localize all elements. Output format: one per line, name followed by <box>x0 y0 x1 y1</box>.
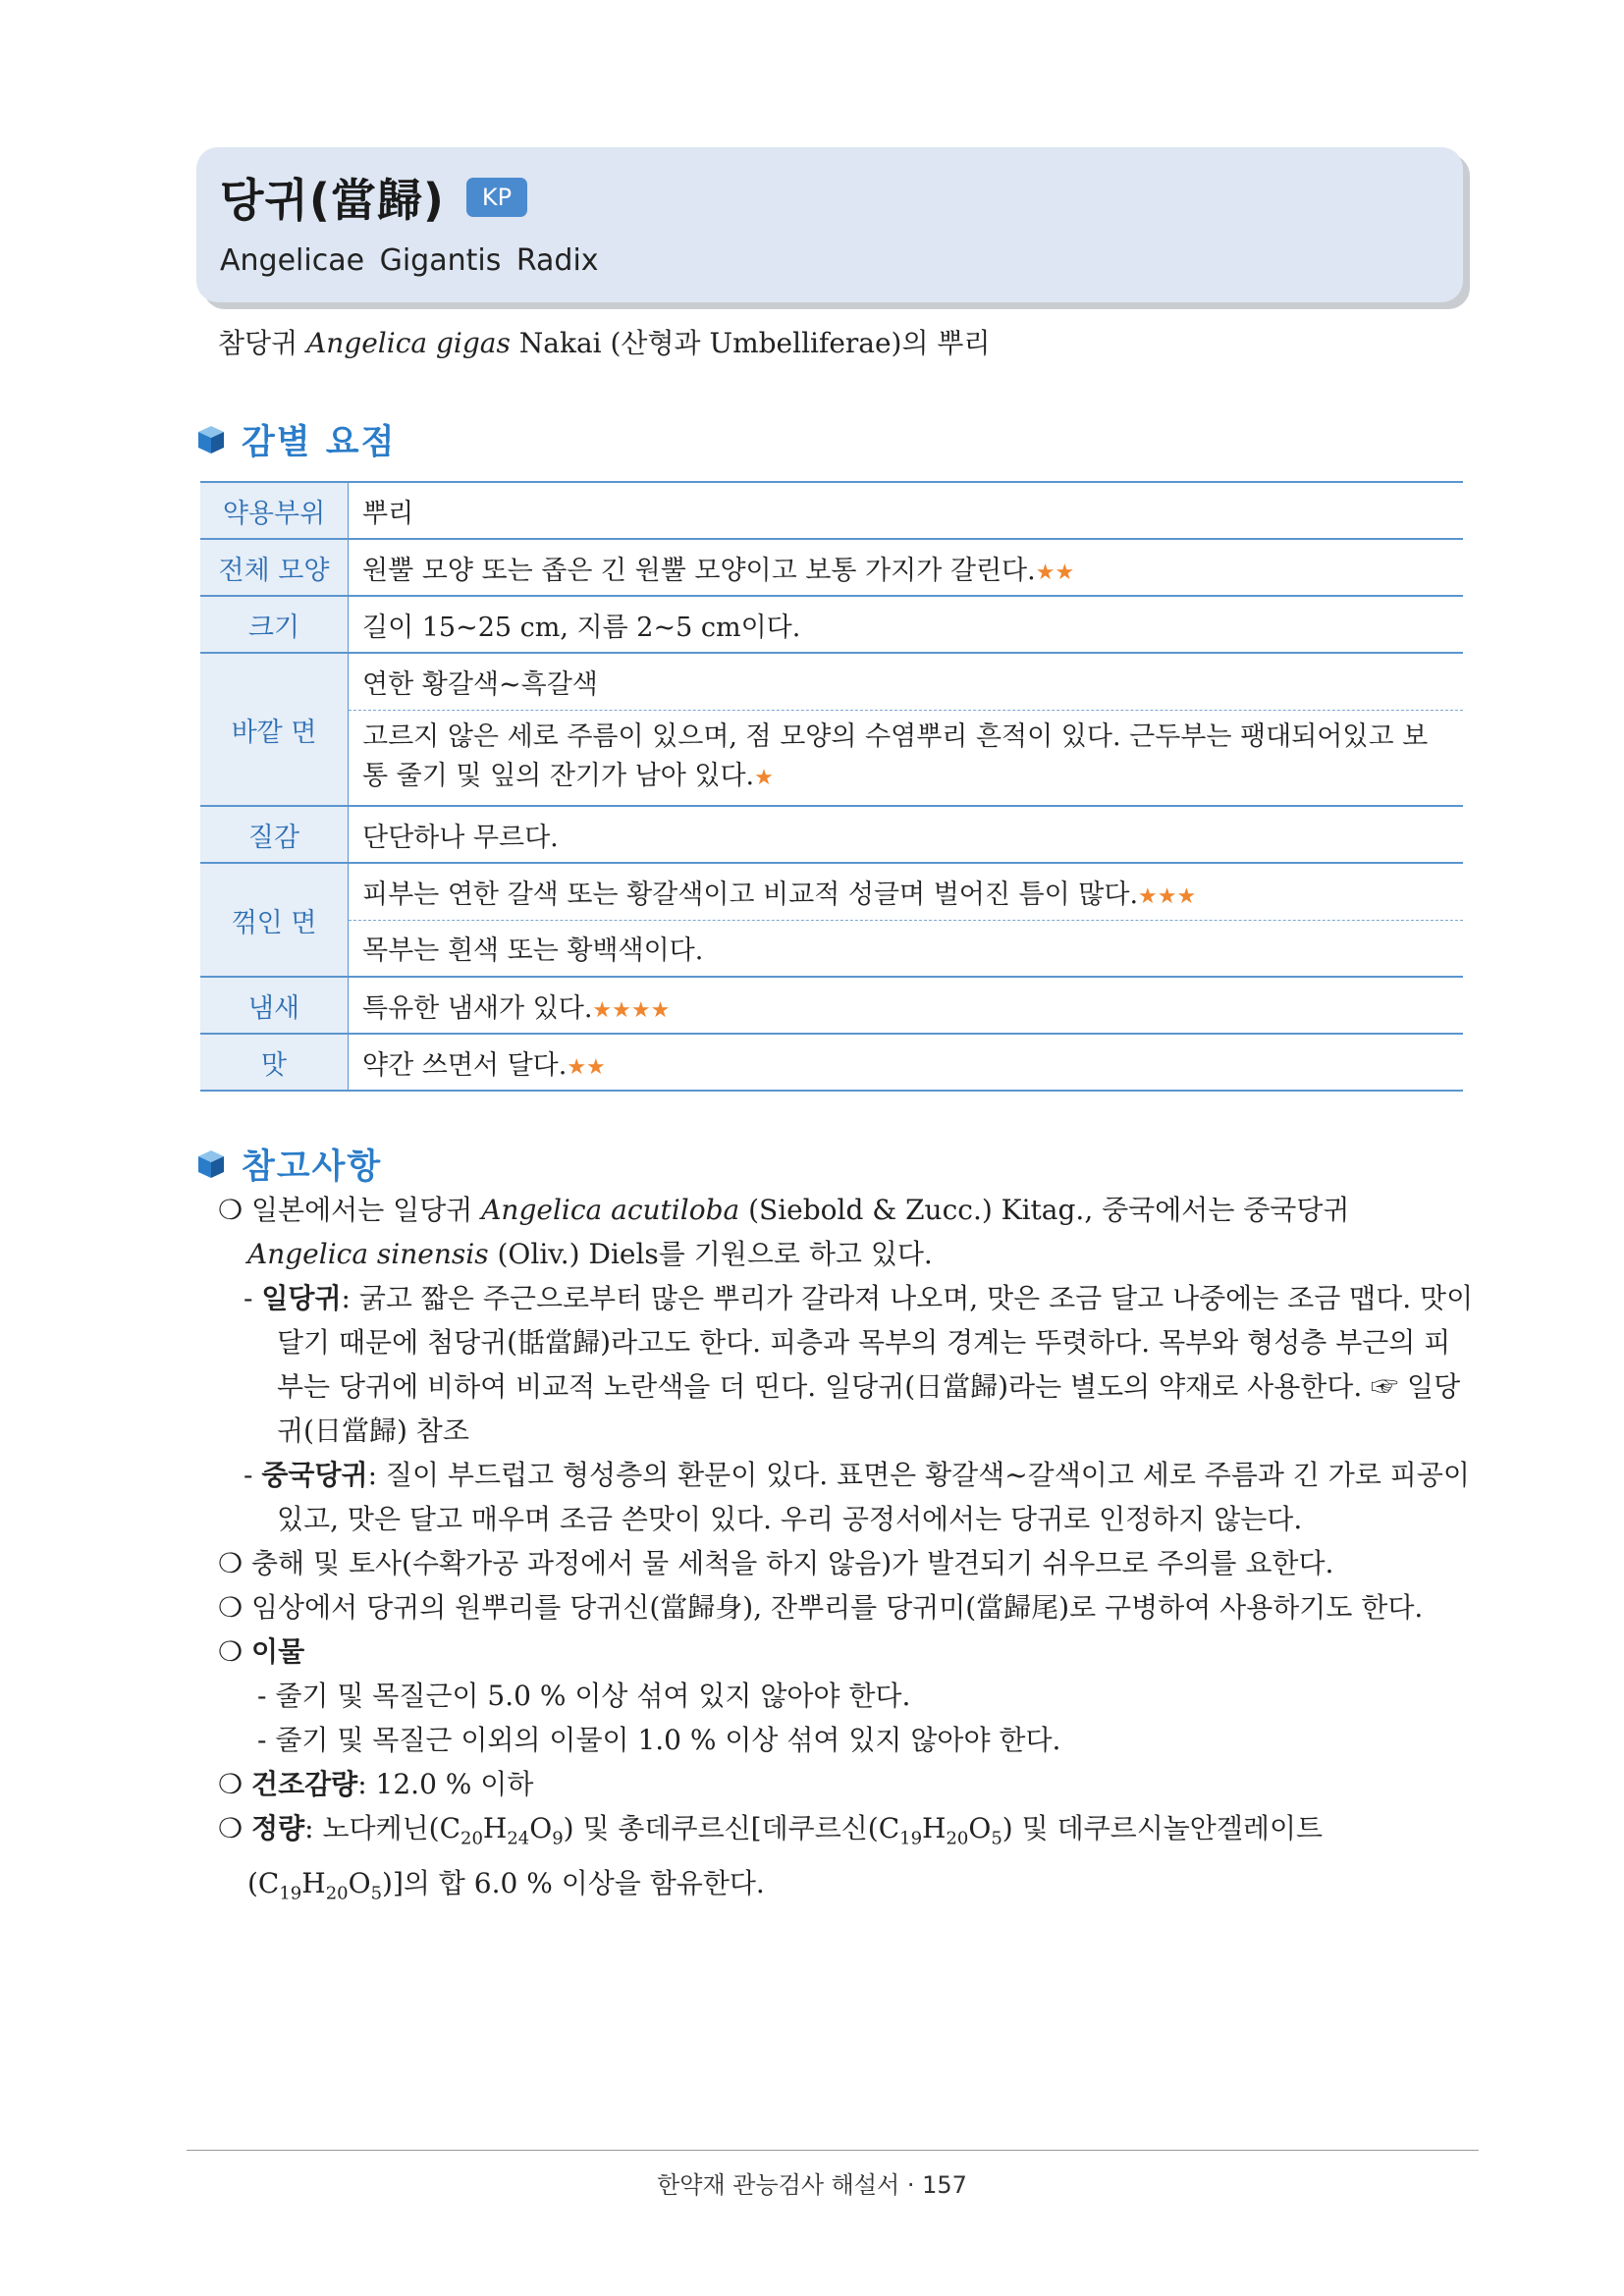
note-clinical-use: ❍ 임상에서 당귀의 원뿌리를 당귀신(當歸身), 잔뿌리를 당귀미(當歸尾)로 구병하여 사용하기도 한다. <box>218 1591 1424 1624</box>
page-title: 당귀(當歸) <box>220 174 445 227</box>
value-fracture-1 <box>349 863 1464 920</box>
assay-sub4: 19 <box>899 1828 923 1849</box>
surface-2-text: 고르지 않은 세로 주름이 있으며, 점 모양의 수염뿌리 흔적이 있다. 근두부는 팽대되어있고 보통 줄기 및 잎의 잔기가 남아 있다. <box>362 721 1429 791</box>
value-taste <box>349 1034 1464 1091</box>
page-footer: 한약재 관능검사 해설서 · 157 <box>657 2171 967 2199</box>
note-foreign-matter-a: - 줄기 및 목질근이 5.0 % 이상 섞여 있지 않아야 한다. <box>257 1680 911 1712</box>
assay-sub8: 20 <box>325 1883 349 1904</box>
section-title-notes: 참고사항 <box>242 1148 383 1187</box>
assay-t3: O <box>529 1812 553 1844</box>
row-fracture-1 <box>200 863 1463 920</box>
row-size <box>200 596 1463 653</box>
row-odor <box>200 977 1463 1034</box>
origin-author: Nakai <box>518 327 602 359</box>
note-assay: ❍ 정량: 노다케닌$(C_{20}H_{24}O_9)$ 및 총데쿠르신[데쿠르신$(C_{19}H_{20}O_5)$ 및 데쿠르시놀안겔레이트$(C_{19}H_{20}O_5)$]의 합 6.0 % 이상을 함유한다. <box>218 1812 1324 1904</box>
taste-text: 약간 쓰면서 달다. <box>362 1049 568 1081</box>
row-taste <box>200 1034 1463 1091</box>
assay-sub1: 20 <box>460 1828 483 1849</box>
row-shape <box>200 539 1463 596</box>
odor-stars: ★★★★ <box>592 997 671 1023</box>
value-texture: 단단하나 무르다. <box>349 806 1464 863</box>
assay-t8: H <box>301 1866 326 1899</box>
label-texture: 질감 <box>200 806 349 863</box>
note-origin-variants <box>218 1188 1475 1276</box>
shape-text: 원뿔 모양 또는 좁은 긴 원뿔 모양이고 보통 가지가 갈린다. <box>362 555 1036 586</box>
value-size: 길이 15~25 cm, 지름 2~5 cm이다. <box>349 596 1464 653</box>
section-notes <box>196 1140 382 1189</box>
notes-body <box>218 1188 1475 1915</box>
value-surface-2 <box>349 710 1464 806</box>
row-fracture-2 <box>200 920 1463 977</box>
label-odor: 냄새 <box>200 977 349 1034</box>
note-1-species-2: Angelica sinensis <box>247 1238 489 1270</box>
note-6-label: 이물 <box>251 1635 305 1668</box>
assay-t7: ) 및 데쿠르시놀안겔레이트(C <box>247 1812 1324 1899</box>
note-1-species-1: Angelica acutiloba <box>481 1194 740 1226</box>
value-odor <box>349 977 1464 1034</box>
row-surface-1 <box>200 653 1463 710</box>
kp-badge: KP <box>466 178 527 217</box>
surface-2-stars: ★ <box>754 765 774 790</box>
note-foreign-matter-b: - 줄기 및 목질근 이외의 이물이 1.0 % 이상 섞여 있지 않아야 한다. <box>257 1724 1061 1756</box>
header-card <box>196 147 1463 302</box>
origin-line <box>218 322 991 361</box>
assay-sub5: 20 <box>946 1828 969 1849</box>
cube-icon <box>196 1148 226 1180</box>
note-7-text: : 12.0 % 이하 <box>357 1768 534 1800</box>
cube-icon <box>196 424 226 455</box>
note-japanese-angelica: - 일당귀: 굵고 짧은 주근으로부터 많은 뿌리가 갈라져 나오며, 맛은 조금 달고 나중에는 조금 맵다. 맛이 달기 때문에 첨당귀(甛當歸)라고도 한다. 피층과 목부의 경계는 뚜렷하다. 목부와 형성층 부근의 피부는 당귀에 비하여 비교적 노란색을 더 띤다. 일당귀(日當歸)라는 별도의 약재로 사용한다. ☞ 일당귀(日當歸) 참조 <box>244 1282 1474 1447</box>
label-size: 크기 <box>200 596 349 653</box>
note-1-text-a: ❍ 일본에서는 일당귀 <box>218 1194 482 1226</box>
assay-sub2: 24 <box>507 1828 530 1849</box>
label-surface: 바깥 면 <box>200 653 349 806</box>
value-shape <box>349 539 1464 596</box>
assay-t1: : 노다케닌(C <box>304 1812 460 1844</box>
label-fracture: 꺾인 면 <box>200 863 349 977</box>
assay-sub9: 5 <box>370 1883 383 1904</box>
note-1-text-c: (Oliv.) Diels를 기원으로 하고 있다. <box>488 1238 933 1270</box>
note-2-label: 일당귀 <box>261 1282 342 1314</box>
fracture-1-stars: ★★★ <box>1138 883 1197 909</box>
assay-sub3: 9 <box>552 1828 564 1849</box>
assay-sub7: 19 <box>279 1883 302 1904</box>
section-identification <box>196 415 396 464</box>
section-title-identification: 감별 요점 <box>242 423 397 462</box>
note-loss-on-drying: ❍ 건조감량: 12.0 % 이하 <box>218 1768 534 1800</box>
assay-t5: H <box>922 1812 947 1844</box>
label-taste: 맛 <box>200 1034 349 1091</box>
assay-sub6: 5 <box>991 1828 1002 1849</box>
value-part: 뿌리 <box>349 482 1464 539</box>
assay-t2: H <box>482 1812 508 1844</box>
note-3-text: : 질이 부드럽고 형성층의 환문이 있다. 표면은 황갈색~갈색이고 세로 주름과 긴 가로 피공이 있고, 맛은 달고 매우며 조금 쓴맛이 있다. 우리 공정서에서는 당귀로 인정하지 않는다. <box>277 1459 1470 1535</box>
value-surface-1: 연한 황갈색~흑갈색 <box>349 653 1464 710</box>
note-insect-damage: ❍ 충해 및 토사(수확가공 과정에서 물 세척을 하지 않음)가 발견되기 쉬우므로 주의를 요한다. <box>218 1547 1334 1579</box>
value-fracture-2: 목부는 흰색 또는 황백색이다. <box>349 920 1464 977</box>
row-texture <box>200 806 1463 863</box>
shape-stars: ★★ <box>1035 560 1075 585</box>
note-8-label: 정량 <box>251 1812 305 1844</box>
assay-t10: )]의 합 6.0 % 이상을 함유한다. <box>382 1866 765 1899</box>
note-7-label: 건조감량 <box>251 1768 358 1800</box>
note-foreign-matter: ❍ 이물 <box>218 1635 305 1668</box>
footer-divider <box>187 2150 1479 2151</box>
label-shape: 전체 모양 <box>200 539 349 596</box>
assay-t9: O <box>348 1866 371 1899</box>
note-2-text: : 굵고 짧은 주근으로부터 많은 뿌리가 갈라져 나오며, 맛은 조금 달고 나중에는 조금 맵다. 맛이 달기 때문에 첨당귀(甛當歸)라고도 한다. 피층과 목부의 경계는 뚜렷하다. 목부와 형성층 부근의 피부는 당귀에 비하여 비교적 노란색을 더 띤다. 일당귀(日當歸)라는 별도의 약재로 사용한다. ☞ 일당귀(日當歸) 참조 <box>277 1282 1474 1447</box>
row-part <box>200 482 1463 539</box>
fracture-1-text: 피부는 연한 갈색 또는 황갈색이고 비교적 성글며 벌어진 틈이 많다. <box>362 879 1139 910</box>
origin-korean: 참당귀 <box>218 327 298 359</box>
label-part: 약용부위 <box>200 482 349 539</box>
assay-t6: O <box>968 1812 992 1844</box>
identification-table <box>200 481 1463 1092</box>
origin-family: (산형과 Umbelliferae)의 뿌리 <box>610 327 991 359</box>
latin-name: Angelicae Gigantis Radix <box>220 243 599 278</box>
note-chinese-angelica: - 중국당귀: 질이 부드럽고 형성층의 환문이 있다. 표면은 황갈색~갈색이고 세로 주름과 긴 가로 피공이 있고, 맛은 달고 매우며 조금 쓴맛이 있다. 우리 공정서에서는 당귀로 인정하지 않는다. <box>244 1459 1470 1535</box>
title-row <box>220 165 1463 230</box>
taste-stars: ★★ <box>567 1054 606 1080</box>
assay-t4: ) 및 총데쿠르신[데쿠르신(C <box>563 1812 900 1844</box>
note-3-label: 중국당귀 <box>261 1459 368 1491</box>
origin-species: Angelica gigas <box>306 327 511 359</box>
odor-text: 특유한 냄새가 있다. <box>362 992 593 1024</box>
note-1-text-b: (Siebold & Zucc.) Kitag., 중국에서는 중국당귀 <box>739 1194 1350 1226</box>
row-surface-2 <box>200 710 1463 806</box>
